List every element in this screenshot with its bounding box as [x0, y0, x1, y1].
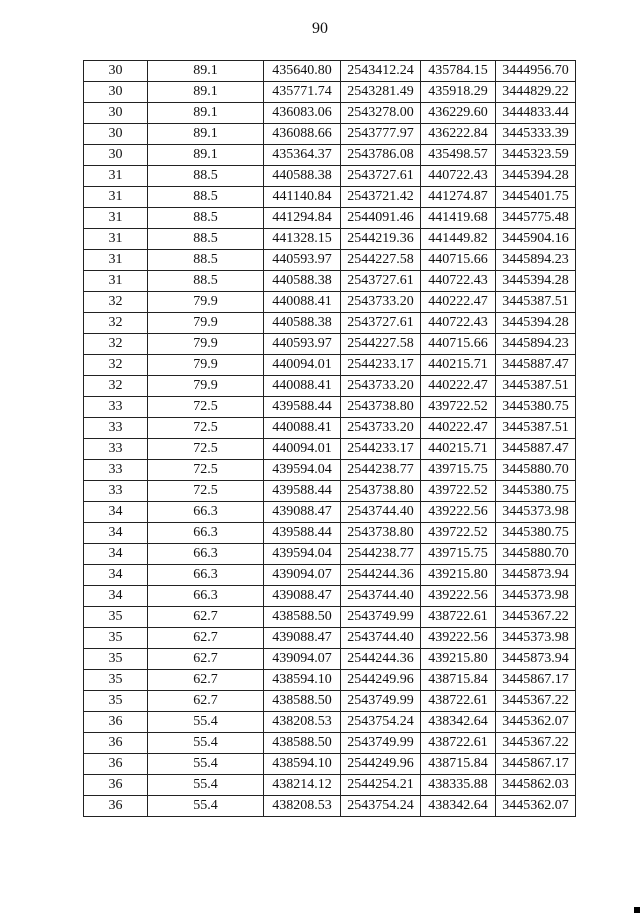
table-cell: 3445380.75 [496, 481, 576, 502]
table-cell: 438342.64 [421, 796, 496, 817]
table-cell: 438342.64 [421, 712, 496, 733]
table-cell: 79.9 [148, 376, 264, 397]
table-cell: 2544254.21 [341, 775, 421, 796]
table-cell: 2543749.99 [341, 691, 421, 712]
table-cell: 2543786.08 [341, 145, 421, 166]
table-cell: 439222.56 [421, 502, 496, 523]
table-row [84, 271, 576, 292]
table-cell: 440088.41 [264, 418, 341, 439]
table-cell: 66.3 [148, 565, 264, 586]
table-cell: 2543733.20 [341, 376, 421, 397]
table-cell: 3445387.51 [496, 418, 576, 439]
table-cell: 2544249.96 [341, 670, 421, 691]
table-cell: 439588.44 [264, 397, 341, 418]
table-cell: 89.1 [148, 145, 264, 166]
table-cell: 439722.52 [421, 397, 496, 418]
table-cell: 30 [84, 82, 148, 103]
table-cell: 88.5 [148, 250, 264, 271]
table-cell: 441449.82 [421, 229, 496, 250]
table-cell: 36 [84, 733, 148, 754]
table-row [84, 82, 576, 103]
table-cell: 439722.52 [421, 523, 496, 544]
table-row [84, 775, 576, 796]
table-cell: 439222.56 [421, 628, 496, 649]
table-cell: 438722.61 [421, 733, 496, 754]
table-cell: 33 [84, 418, 148, 439]
table-cell: 3445394.28 [496, 313, 576, 334]
table-cell: 72.5 [148, 418, 264, 439]
table-row [84, 292, 576, 313]
table-cell: 32 [84, 292, 148, 313]
table-cell: 2543738.80 [341, 523, 421, 544]
table-cell: 440222.47 [421, 376, 496, 397]
table-cell: 439588.44 [264, 523, 341, 544]
table-cell: 32 [84, 376, 148, 397]
table-cell: 72.5 [148, 481, 264, 502]
table-cell: 72.5 [148, 439, 264, 460]
table-cell: 2543727.61 [341, 166, 421, 187]
table-cell: 2543754.24 [341, 796, 421, 817]
table-cell: 436083.06 [264, 103, 341, 124]
table-cell: 3444956.70 [496, 61, 576, 82]
table-cell: 440215.71 [421, 439, 496, 460]
table-cell: 2543733.20 [341, 292, 421, 313]
table-row [84, 376, 576, 397]
table-cell: 440215.71 [421, 355, 496, 376]
table-row [84, 103, 576, 124]
table-cell: 438588.50 [264, 733, 341, 754]
table-cell: 439088.47 [264, 586, 341, 607]
table-cell: 3445867.17 [496, 754, 576, 775]
table-cell: 439215.80 [421, 565, 496, 586]
table-cell: 34 [84, 565, 148, 586]
table-cell: 36 [84, 775, 148, 796]
table-cell: 438335.88 [421, 775, 496, 796]
table-row [84, 565, 576, 586]
table-cell: 36 [84, 754, 148, 775]
table-cell: 441140.84 [264, 187, 341, 208]
table-cell: 3445873.94 [496, 649, 576, 670]
table-cell: 3445887.47 [496, 355, 576, 376]
table-cell: 440715.66 [421, 334, 496, 355]
table-cell: 3445333.39 [496, 124, 576, 145]
table-cell: 3445362.07 [496, 712, 576, 733]
table-row [84, 796, 576, 817]
table-cell: 2543727.61 [341, 313, 421, 334]
table-cell: 2544227.58 [341, 250, 421, 271]
table-cell: 2543738.80 [341, 397, 421, 418]
table-cell: 440588.38 [264, 166, 341, 187]
table-cell: 33 [84, 460, 148, 481]
table-row [84, 250, 576, 271]
table-cell: 62.7 [148, 628, 264, 649]
table-cell: 55.4 [148, 733, 264, 754]
table-cell: 88.5 [148, 187, 264, 208]
table-row [84, 544, 576, 565]
table-cell: 2543278.00 [341, 103, 421, 124]
table-cell: 3445867.17 [496, 670, 576, 691]
table-cell: 2543744.40 [341, 628, 421, 649]
table-cell: 30 [84, 103, 148, 124]
table-cell: 2544249.96 [341, 754, 421, 775]
table-cell: 32 [84, 313, 148, 334]
table-cell: 35 [84, 691, 148, 712]
table-row [84, 460, 576, 481]
table-cell: 79.9 [148, 292, 264, 313]
table-cell: 440222.47 [421, 418, 496, 439]
table-cell: 30 [84, 124, 148, 145]
table-cell: 72.5 [148, 397, 264, 418]
table-cell: 34 [84, 523, 148, 544]
table-cell: 89.1 [148, 124, 264, 145]
table-cell: 30 [84, 61, 148, 82]
table-cell: 2544238.77 [341, 460, 421, 481]
table-cell: 2544244.36 [341, 565, 421, 586]
table-cell: 30 [84, 145, 148, 166]
scan-corner-mark [634, 907, 640, 913]
table-cell: 33 [84, 481, 148, 502]
table-cell: 3445775.48 [496, 208, 576, 229]
table-cell: 440588.38 [264, 313, 341, 334]
table-cell: 3445401.75 [496, 187, 576, 208]
table-cell: 35 [84, 607, 148, 628]
table-cell: 88.5 [148, 229, 264, 250]
table-row [84, 502, 576, 523]
table-cell: 436088.66 [264, 124, 341, 145]
table-cell: 435918.29 [421, 82, 496, 103]
table-cell: 62.7 [148, 670, 264, 691]
table-cell: 435771.74 [264, 82, 341, 103]
table-row [84, 229, 576, 250]
table-row [84, 313, 576, 334]
table-cell: 439215.80 [421, 649, 496, 670]
table-cell: 62.7 [148, 691, 264, 712]
table-cell: 88.5 [148, 208, 264, 229]
table-cell: 31 [84, 229, 148, 250]
table-cell: 31 [84, 250, 148, 271]
table-cell: 33 [84, 397, 148, 418]
table-cell: 439222.56 [421, 586, 496, 607]
table-cell: 440088.41 [264, 292, 341, 313]
table-cell: 2544244.36 [341, 649, 421, 670]
table-body [84, 61, 576, 817]
table-row [84, 439, 576, 460]
table-cell: 33 [84, 439, 148, 460]
table-cell: 79.9 [148, 355, 264, 376]
table-cell: 440593.97 [264, 250, 341, 271]
table-cell: 3444833.44 [496, 103, 576, 124]
table-cell: 2544219.36 [341, 229, 421, 250]
table-cell: 3445367.22 [496, 691, 576, 712]
table-cell: 79.9 [148, 334, 264, 355]
table-cell: 439594.04 [264, 544, 341, 565]
table-cell: 36 [84, 796, 148, 817]
table-cell: 439088.47 [264, 502, 341, 523]
table-cell: 66.3 [148, 502, 264, 523]
table-cell: 3445323.59 [496, 145, 576, 166]
table-cell: 31 [84, 208, 148, 229]
table-cell: 440094.01 [264, 439, 341, 460]
table-cell: 2543744.40 [341, 502, 421, 523]
table-cell: 439588.44 [264, 481, 341, 502]
table-cell: 34 [84, 586, 148, 607]
table-row [84, 754, 576, 775]
table-cell: 3445904.16 [496, 229, 576, 250]
table-cell: 31 [84, 187, 148, 208]
table-cell: 2543744.40 [341, 586, 421, 607]
table-cell: 36 [84, 712, 148, 733]
table-cell: 3444829.22 [496, 82, 576, 103]
table-row [84, 418, 576, 439]
table-row [84, 61, 576, 82]
table-cell: 62.7 [148, 649, 264, 670]
table-cell: 439094.07 [264, 565, 341, 586]
table-row [84, 481, 576, 502]
table-cell: 32 [84, 355, 148, 376]
table-cell: 435364.37 [264, 145, 341, 166]
table-cell: 440722.43 [421, 313, 496, 334]
table-row [84, 145, 576, 166]
table-cell: 440094.01 [264, 355, 341, 376]
table-cell: 438208.53 [264, 712, 341, 733]
table-cell: 3445367.22 [496, 607, 576, 628]
table-cell: 34 [84, 502, 148, 523]
table-cell: 31 [84, 166, 148, 187]
table-cell: 79.9 [148, 313, 264, 334]
table-cell: 3445387.51 [496, 292, 576, 313]
table-cell: 3445880.70 [496, 544, 576, 565]
table-cell: 438722.61 [421, 691, 496, 712]
table-cell: 438588.50 [264, 607, 341, 628]
table-cell: 89.1 [148, 103, 264, 124]
table-cell: 438594.10 [264, 754, 341, 775]
table-cell: 66.3 [148, 586, 264, 607]
table-row [84, 208, 576, 229]
table-cell: 3445873.94 [496, 565, 576, 586]
table-cell: 441328.15 [264, 229, 341, 250]
table-cell: 2544091.46 [341, 208, 421, 229]
table-cell: 439715.75 [421, 544, 496, 565]
table-cell: 89.1 [148, 82, 264, 103]
table-cell: 2543749.99 [341, 733, 421, 754]
table-cell: 62.7 [148, 607, 264, 628]
table-cell: 88.5 [148, 166, 264, 187]
table-cell: 3445880.70 [496, 460, 576, 481]
table-cell: 2543754.24 [341, 712, 421, 733]
table-row [84, 628, 576, 649]
table-cell: 88.5 [148, 271, 264, 292]
table-cell: 438715.84 [421, 754, 496, 775]
page-number: 90 [312, 20, 328, 37]
table-cell: 440715.66 [421, 250, 496, 271]
table-cell: 3445373.98 [496, 502, 576, 523]
table-cell: 2544233.17 [341, 439, 421, 460]
table-row [84, 670, 576, 691]
table-cell: 3445894.23 [496, 250, 576, 271]
table-cell: 32 [84, 334, 148, 355]
table-cell: 2544233.17 [341, 355, 421, 376]
table-cell: 3445387.51 [496, 376, 576, 397]
table-row [84, 334, 576, 355]
table-row [84, 124, 576, 145]
table-cell: 3445380.75 [496, 397, 576, 418]
table-cell: 3445373.98 [496, 628, 576, 649]
table-cell: 2544238.77 [341, 544, 421, 565]
table-cell: 2543412.24 [341, 61, 421, 82]
table-cell: 3445373.98 [496, 586, 576, 607]
table-row [84, 733, 576, 754]
table-row [84, 355, 576, 376]
table-cell: 435498.57 [421, 145, 496, 166]
table-cell: 438588.50 [264, 691, 341, 712]
table-cell: 2543727.61 [341, 271, 421, 292]
table-cell: 2543749.99 [341, 607, 421, 628]
table-cell: 441419.68 [421, 208, 496, 229]
table-cell: 72.5 [148, 460, 264, 481]
table-cell: 439094.07 [264, 649, 341, 670]
table-cell: 436222.84 [421, 124, 496, 145]
table-cell: 35 [84, 649, 148, 670]
table-cell: 438715.84 [421, 670, 496, 691]
table-cell: 2543721.42 [341, 187, 421, 208]
table-cell: 435784.15 [421, 61, 496, 82]
table-cell: 438722.61 [421, 607, 496, 628]
table-cell: 436229.60 [421, 103, 496, 124]
table-cell: 3445394.28 [496, 166, 576, 187]
table-cell: 3445380.75 [496, 523, 576, 544]
table-row [84, 649, 576, 670]
table-cell: 55.4 [148, 712, 264, 733]
table-row [84, 397, 576, 418]
table-cell: 438208.53 [264, 796, 341, 817]
table-cell: 440593.97 [264, 334, 341, 355]
table-cell: 2543281.49 [341, 82, 421, 103]
table-cell: 34 [84, 544, 148, 565]
table-cell: 31 [84, 271, 148, 292]
table-cell: 440588.38 [264, 271, 341, 292]
table-cell: 89.1 [148, 61, 264, 82]
table-row [84, 712, 576, 733]
table-cell: 3445367.22 [496, 733, 576, 754]
table-cell: 66.3 [148, 544, 264, 565]
table-cell: 35 [84, 628, 148, 649]
table-cell: 55.4 [148, 754, 264, 775]
table-row [84, 607, 576, 628]
table-cell: 66.3 [148, 523, 264, 544]
table-row [84, 187, 576, 208]
table-cell: 440088.41 [264, 376, 341, 397]
table-cell: 3445862.03 [496, 775, 576, 796]
table-cell: 438594.10 [264, 670, 341, 691]
table-cell: 439594.04 [264, 460, 341, 481]
table-cell: 440722.43 [421, 271, 496, 292]
table-cell: 2543738.80 [341, 481, 421, 502]
table-cell: 438214.12 [264, 775, 341, 796]
table-cell: 441274.87 [421, 187, 496, 208]
coordinates-table [83, 60, 576, 817]
table-row [84, 691, 576, 712]
table-cell: 3445894.23 [496, 334, 576, 355]
table-cell: 3445394.28 [496, 271, 576, 292]
table-cell: 55.4 [148, 796, 264, 817]
table-cell: 440222.47 [421, 292, 496, 313]
table-cell: 35 [84, 670, 148, 691]
table-cell: 2544227.58 [341, 334, 421, 355]
table-row [84, 523, 576, 544]
table-cell: 55.4 [148, 775, 264, 796]
table-row [84, 166, 576, 187]
table-cell: 2543733.20 [341, 418, 421, 439]
table-cell: 441294.84 [264, 208, 341, 229]
table-cell: 3445887.47 [496, 439, 576, 460]
table-cell: 439088.47 [264, 628, 341, 649]
table-cell: 2543777.97 [341, 124, 421, 145]
table-cell: 435640.80 [264, 61, 341, 82]
table-row [84, 586, 576, 607]
table-cell: 439722.52 [421, 481, 496, 502]
table-cell: 3445362.07 [496, 796, 576, 817]
table-cell: 439715.75 [421, 460, 496, 481]
table-cell: 440722.43 [421, 166, 496, 187]
